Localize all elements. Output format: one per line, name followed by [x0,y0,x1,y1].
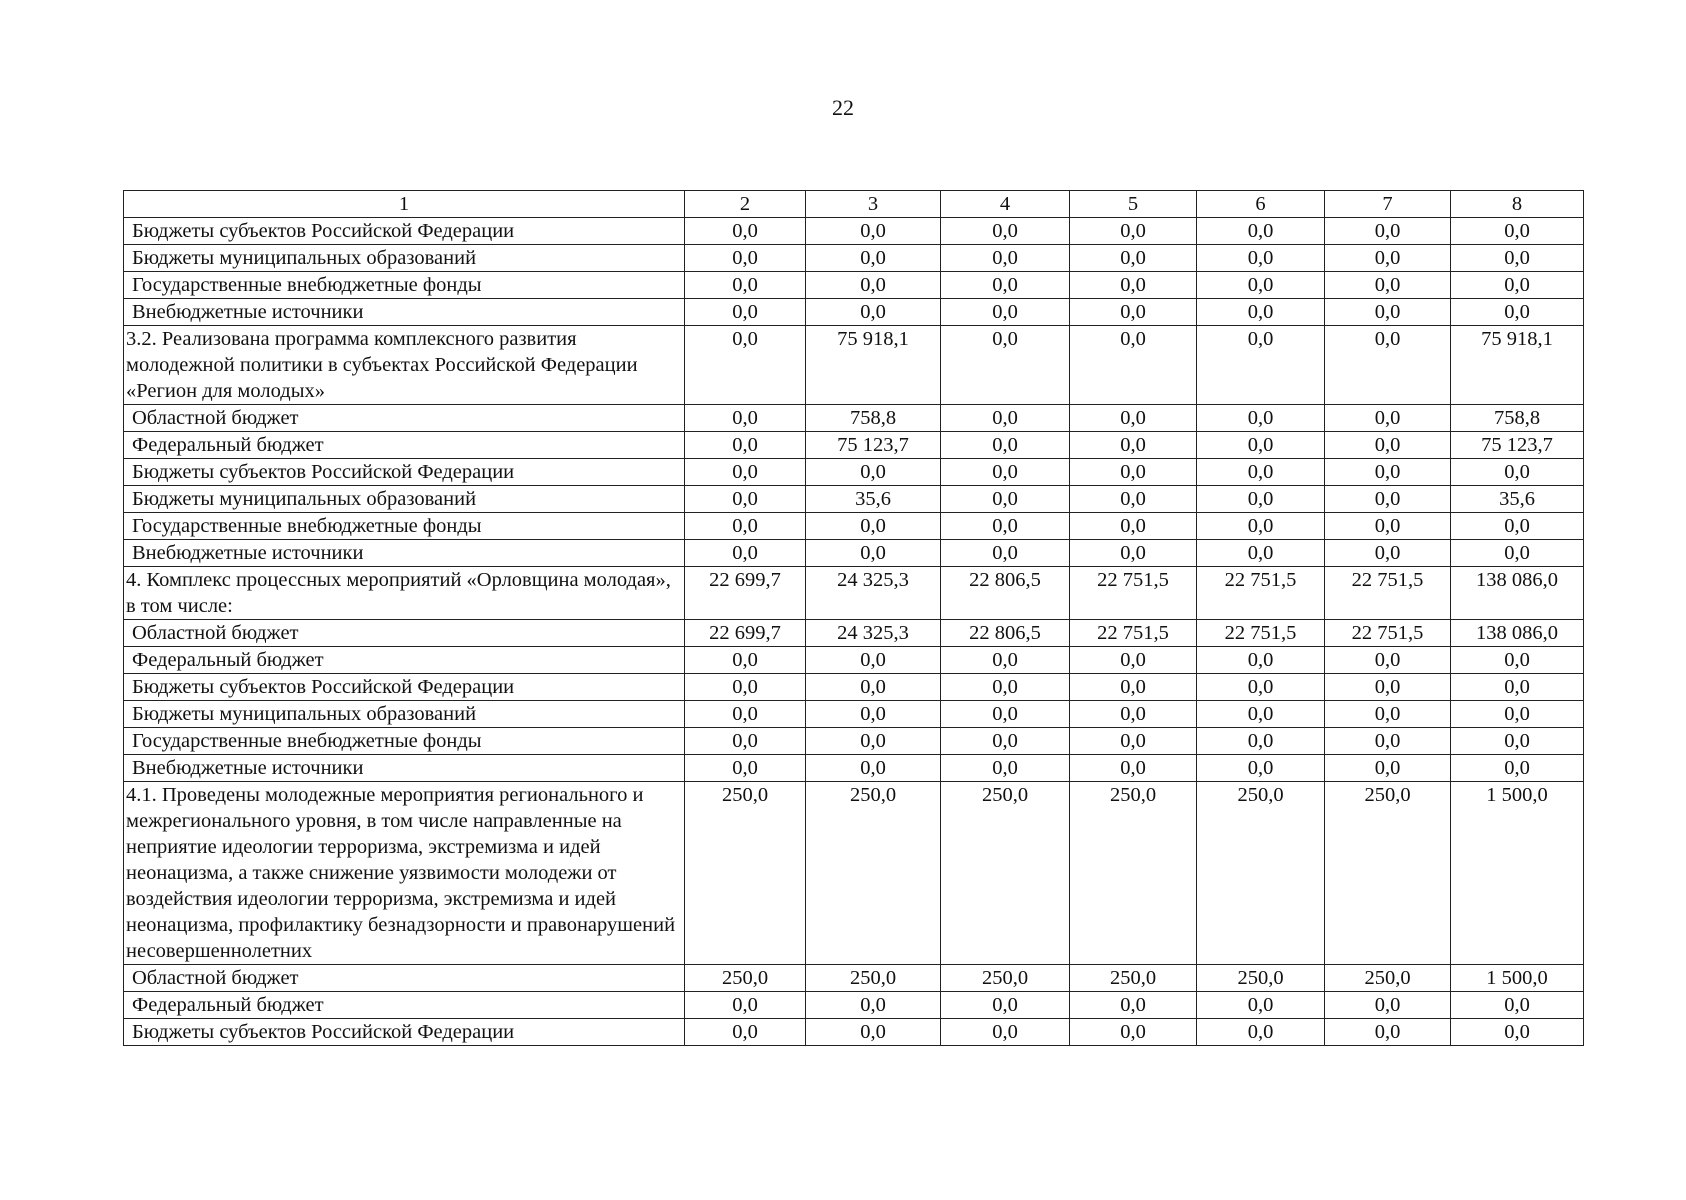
row-value: 0,0 [1070,432,1197,459]
row-value: 250,0 [941,965,1070,992]
row-label: Внебюджетные источники [124,540,685,567]
row-value: 0,0 [941,272,1070,299]
column-header: 7 [1325,191,1451,218]
row-value: 22 751,5 [1325,567,1451,620]
table-row [124,1019,1584,1046]
row-value: 0,0 [1451,272,1584,299]
row-value: 0,0 [1325,272,1451,299]
row-value: 0,0 [1070,299,1197,326]
row-value: 0,0 [1070,992,1197,1019]
row-value: 0,0 [1325,755,1451,782]
header-row [124,191,1584,218]
column-header: 3 [806,191,941,218]
row-label: Бюджеты муниципальных образований [124,245,685,272]
row-label: Областной бюджет [124,620,685,647]
row-value: 250,0 [1325,782,1451,965]
row-label: Бюджеты муниципальных образований [124,486,685,513]
row-label: Федеральный бюджет [124,432,685,459]
row-value: 250,0 [806,965,941,992]
row-value: 22 751,5 [1325,620,1451,647]
row-value: 250,0 [806,782,941,965]
row-value: 0,0 [1451,674,1584,701]
row-value: 0,0 [685,540,806,567]
row-value: 0,0 [1197,755,1325,782]
row-value: 0,0 [685,647,806,674]
row-value: 0,0 [685,218,806,245]
row-value: 0,0 [1197,459,1325,486]
table-row-group [124,326,1584,405]
row-value: 0,0 [1451,701,1584,728]
row-value: 24 325,3 [806,567,941,620]
row-value: 35,6 [1451,486,1584,513]
row-value: 250,0 [1325,965,1451,992]
row-value: 0,0 [1325,299,1451,326]
row-value: 75 123,7 [1451,432,1584,459]
row-value: 0,0 [806,459,941,486]
row-value: 0,0 [941,701,1070,728]
table-body [124,191,1584,1046]
row-value: 0,0 [1197,647,1325,674]
table-row [124,755,1584,782]
row-value: 0,0 [941,992,1070,1019]
row-value: 35,6 [806,486,941,513]
row-value: 0,0 [941,459,1070,486]
table-row [124,218,1584,245]
table-row-group [124,782,1584,965]
row-value: 0,0 [1197,326,1325,405]
row-value: 0,0 [1070,513,1197,540]
column-header: 6 [1197,191,1325,218]
row-value: 0,0 [1197,245,1325,272]
row-label: 4. Комплекс процессных мероприятий «Орловщина молодая», в том числе: [124,567,685,620]
row-value: 0,0 [806,218,941,245]
table-row [124,965,1584,992]
row-value: 0,0 [806,701,941,728]
row-value: 0,0 [1325,540,1451,567]
row-label: Областной бюджет [124,405,685,432]
row-label: Бюджеты субъектов Российской Федерации [124,218,685,245]
row-label: 3.2. Реализована программа комплексного развития молодежной политики в субъектах Российской Федерации «Регион для молодых» [124,326,685,405]
row-value: 0,0 [1070,701,1197,728]
row-value: 0,0 [806,674,941,701]
row-value: 0,0 [1451,513,1584,540]
row-value: 0,0 [806,1019,941,1046]
row-value: 0,0 [806,728,941,755]
row-value: 0,0 [1197,299,1325,326]
row-label: Государственные внебюджетные фонды [124,513,685,540]
table-row [124,647,1584,674]
row-label: Федеральный бюджет [124,647,685,674]
row-value: 22 806,5 [941,620,1070,647]
row-value: 250,0 [1070,782,1197,965]
table-row-group [124,567,1584,620]
row-label: Государственные внебюджетные фонды [124,272,685,299]
row-value: 0,0 [941,1019,1070,1046]
row-value: 0,0 [1070,218,1197,245]
row-value: 0,0 [1070,755,1197,782]
row-value: 0,0 [941,432,1070,459]
row-value: 0,0 [1197,272,1325,299]
row-value: 1 500,0 [1451,782,1584,965]
row-value: 0,0 [1325,432,1451,459]
row-value: 0,0 [685,432,806,459]
row-value: 0,0 [1451,647,1584,674]
row-value: 0,0 [941,486,1070,513]
column-header: 1 [124,191,685,218]
row-value: 1 500,0 [1451,965,1584,992]
row-value: 0,0 [1197,1019,1325,1046]
row-value: 0,0 [1070,486,1197,513]
row-value: 0,0 [941,674,1070,701]
table-row [124,486,1584,513]
row-value: 0,0 [1451,540,1584,567]
row-value: 0,0 [1451,459,1584,486]
row-value: 0,0 [685,674,806,701]
row-value: 0,0 [806,540,941,567]
row-value: 0,0 [685,728,806,755]
row-value: 0,0 [1070,459,1197,486]
row-value: 0,0 [1325,674,1451,701]
row-value: 0,0 [1451,218,1584,245]
row-value: 0,0 [1451,992,1584,1019]
row-value: 75 918,1 [1451,326,1584,405]
row-value: 0,0 [1070,540,1197,567]
row-value: 0,0 [685,326,806,405]
row-value: 0,0 [1325,728,1451,755]
row-value: 0,0 [941,405,1070,432]
row-value: 0,0 [941,728,1070,755]
column-header: 8 [1451,191,1584,218]
budget-table [123,190,1584,1046]
row-label: Областной бюджет [124,965,685,992]
row-value: 250,0 [1197,965,1325,992]
row-value: 250,0 [1070,965,1197,992]
row-value: 0,0 [685,701,806,728]
row-label: Бюджеты субъектов Российской Федерации [124,1019,685,1046]
table-row [124,540,1584,567]
row-value: 0,0 [941,513,1070,540]
row-value: 75 123,7 [806,432,941,459]
table-row [124,728,1584,755]
row-label: 4.1. Проведены молодежные мероприятия регионального и межрегионального уровня, в том числе направленные на неприятие идеологии терроризма, экстремизма и идей неонацизма, а также снижение уязвимости молодежи от воздействия идеологии терроризма, экстремизма и идей неонацизма, профилактику безнадзорности и правонарушений несовершеннолетних [124,782,685,965]
row-value: 0,0 [685,513,806,540]
row-label: Государственные внебюджетные фонды [124,728,685,755]
row-value: 0,0 [941,299,1070,326]
row-value: 0,0 [1451,755,1584,782]
row-value: 0,0 [685,299,806,326]
row-value: 22 751,5 [1070,620,1197,647]
row-value: 0,0 [1325,701,1451,728]
row-value: 0,0 [685,1019,806,1046]
row-value: 0,0 [685,459,806,486]
row-value: 0,0 [1070,405,1197,432]
row-value: 138 086,0 [1451,620,1584,647]
row-value: 0,0 [1197,728,1325,755]
row-label: Федеральный бюджет [124,992,685,1019]
row-value: 0,0 [1070,272,1197,299]
row-value: 22 751,5 [1197,620,1325,647]
row-value: 22 699,7 [685,620,806,647]
row-value: 758,8 [1451,405,1584,432]
row-value: 0,0 [941,326,1070,405]
row-value: 758,8 [806,405,941,432]
row-value: 0,0 [941,647,1070,674]
row-value: 250,0 [685,782,806,965]
row-value: 0,0 [941,245,1070,272]
table-row [124,620,1584,647]
table-row [124,299,1584,326]
row-value: 0,0 [1070,245,1197,272]
row-value: 0,0 [1197,992,1325,1019]
row-value: 0,0 [685,486,806,513]
row-value: 250,0 [1197,782,1325,965]
row-value: 0,0 [1070,326,1197,405]
row-label: Внебюджетные источники [124,755,685,782]
row-value: 0,0 [1325,218,1451,245]
row-value: 0,0 [1325,992,1451,1019]
row-value: 24 325,3 [806,620,941,647]
table-row [124,432,1584,459]
table-row [124,459,1584,486]
row-value: 0,0 [806,992,941,1019]
row-value: 0,0 [1325,459,1451,486]
row-value: 0,0 [1325,513,1451,540]
row-value: 0,0 [806,755,941,782]
row-value: 0,0 [941,540,1070,567]
row-value: 0,0 [1070,1019,1197,1046]
row-value: 0,0 [1197,432,1325,459]
row-value: 0,0 [685,272,806,299]
column-header: 2 [685,191,806,218]
row-value: 138 086,0 [1451,567,1584,620]
row-value: 0,0 [941,755,1070,782]
row-value: 0,0 [685,245,806,272]
row-value: 250,0 [941,782,1070,965]
row-value: 0,0 [1451,1019,1584,1046]
row-value: 22 751,5 [1197,567,1325,620]
row-value: 0,0 [806,245,941,272]
table-row [124,674,1584,701]
row-value: 0,0 [1197,513,1325,540]
page-number: 22 [832,95,854,120]
row-value: 0,0 [806,647,941,674]
row-value: 22 806,5 [941,567,1070,620]
row-value: 0,0 [1325,326,1451,405]
row-value: 0,0 [1197,540,1325,567]
row-label: Бюджеты субъектов Российской Федерации [124,674,685,701]
row-value: 0,0 [806,513,941,540]
table-row [124,513,1584,540]
table-row [124,245,1584,272]
row-value: 0,0 [1197,701,1325,728]
row-label: Бюджеты субъектов Российской Федерации [124,459,685,486]
row-value: 250,0 [685,965,806,992]
row-value: 0,0 [1197,674,1325,701]
column-header: 4 [941,191,1070,218]
row-value: 0,0 [1451,728,1584,755]
row-value: 75 918,1 [806,326,941,405]
row-value: 0,0 [1325,1019,1451,1046]
row-value: 0,0 [1451,299,1584,326]
row-value: 0,0 [1070,728,1197,755]
row-value: 0,0 [1070,647,1197,674]
row-value: 0,0 [806,299,941,326]
row-value: 0,0 [1325,486,1451,513]
column-header: 5 [1070,191,1197,218]
row-value: 0,0 [1070,674,1197,701]
row-value: 0,0 [1325,405,1451,432]
row-value: 0,0 [941,218,1070,245]
row-label: Бюджеты муниципальных образований [124,701,685,728]
table-row [124,701,1584,728]
row-label: Внебюджетные источники [124,299,685,326]
row-value: 22 751,5 [1070,567,1197,620]
row-value: 22 699,7 [685,567,806,620]
table-row [124,272,1584,299]
row-value: 0,0 [1197,218,1325,245]
row-value: 0,0 [1197,405,1325,432]
row-value: 0,0 [685,405,806,432]
row-value: 0,0 [1325,647,1451,674]
table-row [124,405,1584,432]
row-value: 0,0 [685,992,806,1019]
row-value: 0,0 [1451,245,1584,272]
row-value: 0,0 [685,755,806,782]
row-value: 0,0 [1325,245,1451,272]
row-value: 0,0 [1197,486,1325,513]
table-row [124,992,1584,1019]
row-value: 0,0 [806,272,941,299]
